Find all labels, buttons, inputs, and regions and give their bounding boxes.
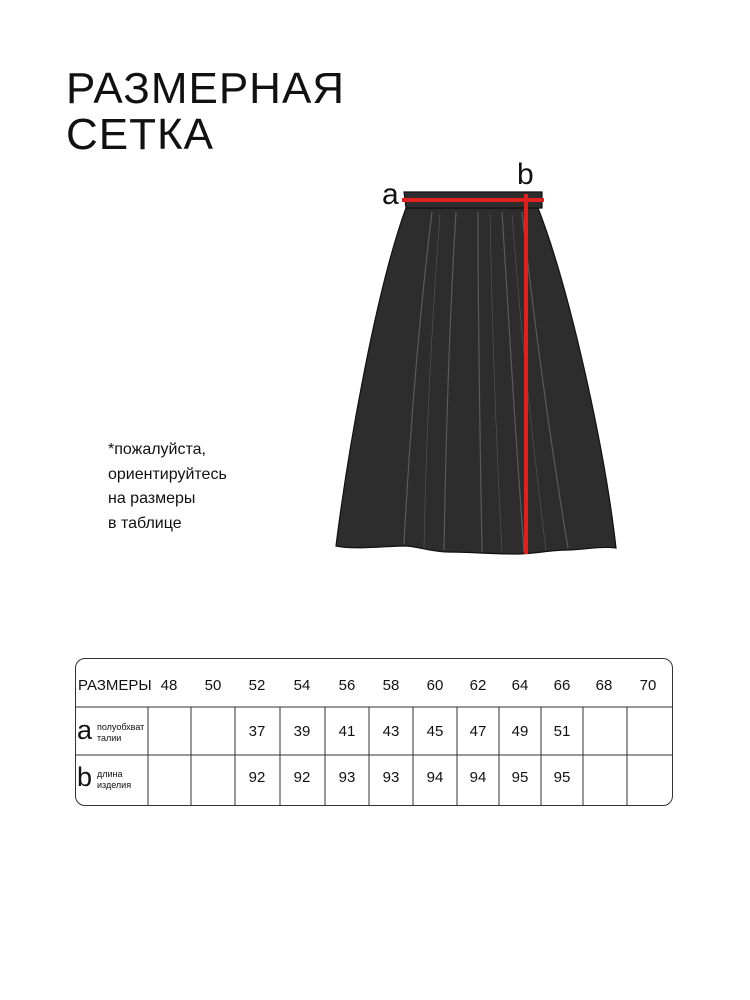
waist-cell: 37	[248, 723, 266, 740]
length-cell: 94	[426, 769, 444, 786]
row-a-description	[97, 722, 144, 744]
waist-cell: 41	[338, 723, 356, 740]
row-b-desc-line-1: длина	[97, 769, 123, 779]
header-sizes-label: РАЗМЕРЫ	[78, 677, 152, 694]
size-header: 68	[595, 677, 613, 694]
size-table	[75, 658, 673, 806]
size-header: 70	[639, 677, 657, 694]
size-header: 50	[204, 677, 222, 694]
size-header: 52	[248, 677, 266, 694]
size-header: 66	[553, 677, 571, 694]
size-note	[108, 438, 227, 536]
waist-cell: 47	[469, 723, 487, 740]
row-b-desc-line-2: изделия	[97, 780, 132, 790]
size-header: 60	[426, 677, 444, 694]
waist-cell: 49	[511, 723, 529, 740]
skirt-diagram	[320, 150, 630, 570]
length-cell: 94	[469, 769, 487, 786]
length-cell: 95	[511, 769, 529, 786]
length-cell: 92	[293, 769, 311, 786]
title-line-1: РАЗМЕРНАЯ	[66, 64, 346, 113]
skirt-body	[336, 208, 616, 554]
length-cell: 92	[248, 769, 266, 786]
note-line-3: на размеры	[108, 490, 196, 507]
note-line-1: *пожалуйста,	[108, 441, 206, 458]
size-header: 54	[293, 677, 311, 694]
waist-cell: 43	[382, 723, 400, 740]
row-a-desc-line-1: полуобхват	[97, 722, 145, 732]
title-line-2: СЕТКА	[66, 110, 214, 159]
row-a-desc-line-2: талии	[97, 733, 122, 743]
row-a-letter: a	[77, 715, 93, 745]
page-title	[66, 66, 345, 158]
label-a: a	[382, 178, 399, 211]
waist-cell: 45	[426, 723, 444, 740]
note-line-2: ориентируйтесь	[108, 465, 227, 483]
size-header: 48	[160, 677, 178, 694]
length-cell: 95	[553, 769, 571, 786]
size-header: 64	[511, 677, 529, 694]
waist-cell: 39	[293, 723, 311, 740]
size-header: 56	[338, 677, 356, 694]
size-header: 58	[382, 677, 400, 694]
note-line-4: в таблице	[108, 514, 182, 532]
size-header: 62	[469, 677, 487, 694]
length-cell: 93	[382, 769, 400, 786]
row-b-letter: b	[77, 762, 93, 792]
waist-cell: 51	[553, 723, 571, 740]
label-b: b	[517, 158, 534, 191]
row-b-description	[97, 769, 131, 791]
length-cell: 93	[338, 769, 356, 786]
